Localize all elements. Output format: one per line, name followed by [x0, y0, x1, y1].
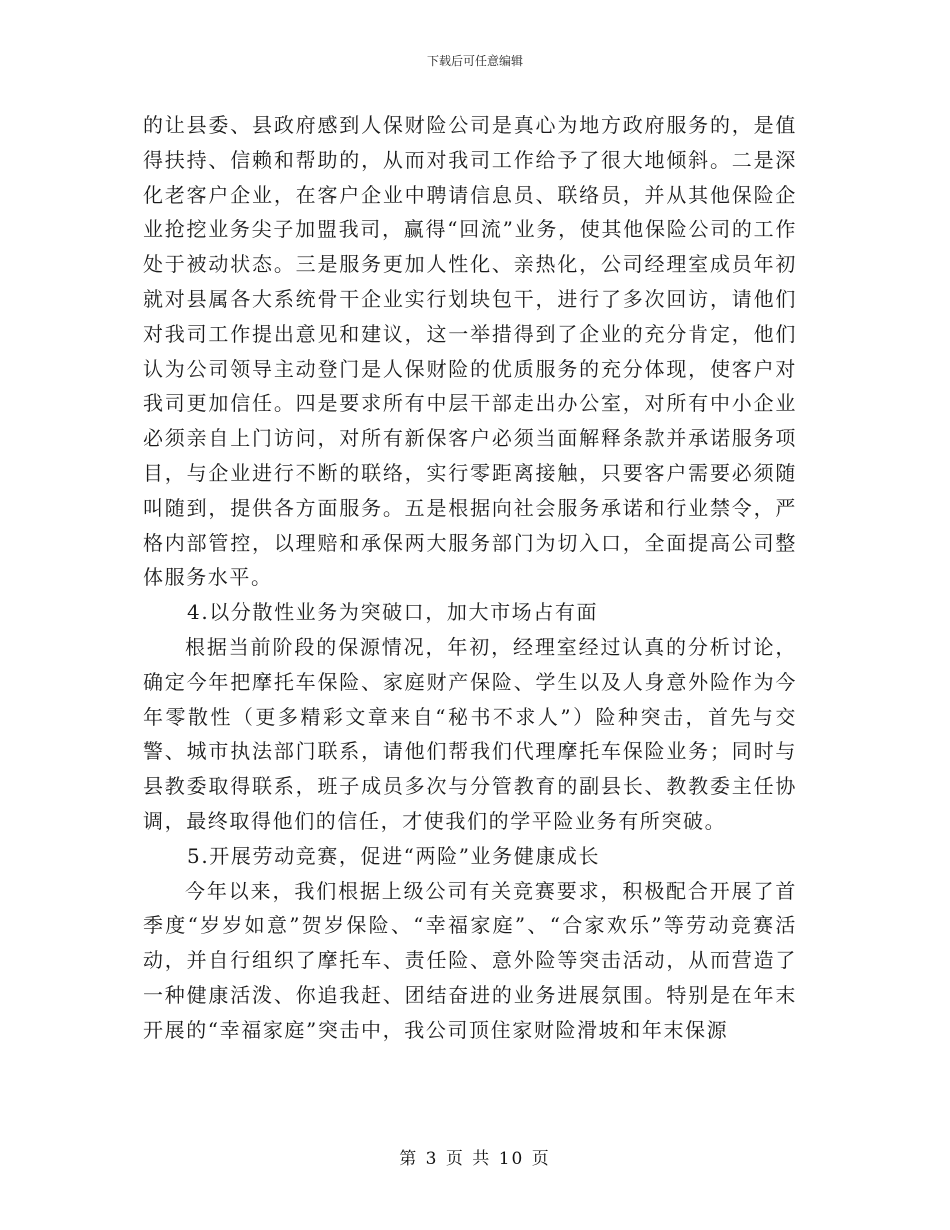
page-header: 下载后可任意编辑 — [426, 54, 523, 68]
section-heading: 4.以分散性业务为突破口，加大市场占有面 — [187, 600, 599, 625]
document-body — [143, 108, 797, 1048]
section-heading: 5.开展劳动竞赛，促进“两险”业务健康成长 — [187, 843, 601, 868]
body-paragraph: 根据当前阶段的保源情况，年初，经理室经过认真的分析讨论，确定今年把摩托车保险、家庭财产保险、学生以及人身意外险作为今年零散性（更多精彩文章来自“秘书不求人”）险种突击，首先与交警、城市执法部门联系，请他们帮我们代理摩托车保险业务；同时与县教委取得联系，班子成员多次与分管教育的副县长、教教委主任协调，最终取得他们的信任，才使我们的学平险业务有所突破。 — [143, 634, 797, 833]
page-number: 第 3 页 共 10 页 — [399, 1149, 551, 1169]
body-paragraph: 的让县委、县政府感到人保财险公司是真心为地方政府服务的，是值得扶持、信赖和帮助的，从而对我司工作给予了很大地倾斜。二是深化老客户企业，在客户企业中聘请信息员、联络员，并从其他保险企业抢挖业务尖子加盟我司，赢得“回流”业务，使其他保险公司的工作处于被动状态。三是服务更加人性化、亲热化，公司经理室成员年初就对县属各大系统骨干企业实行划块包干，进行了多次回访，请他们对我司工作提出意见和建议，这一举措得到了企业的充分肯定，他们认为公司领导主动登门是人保财险的优质服务的充分体现，使客户对我司更加信任。四是要求所有中层干部走出办公室，对所有中小企业必须亲自上门访问，对所有新保客户必须当面解释条款并承诺服务项目，与企业进行不断的联络，实行零距离接触，只要客户需要必须随叫随到，提供各方面服务。五是根据向社会服务承诺和行业禁令，严格内部管控，以理赔和承保两大服务部门为切入口，全面提高公司整体服务水平。 — [143, 113, 797, 590]
body-paragraph: 今年以来，我们根据上级公司有关竞赛要求，积极配合开展了首季度“岁岁如意”贺岁保险、“幸福家庭”、“合家欢乐”等劳动竞赛活动，并自行组织了摩托车、责任险、意外险等突击活动，从而营造了一种健康活泼、你追我赶、团结奋进的业务进展氛围。特别是在年末开展的“幸福家庭”突击中，我公司顶住家财险滑坡和年末保源 — [143, 878, 797, 1042]
